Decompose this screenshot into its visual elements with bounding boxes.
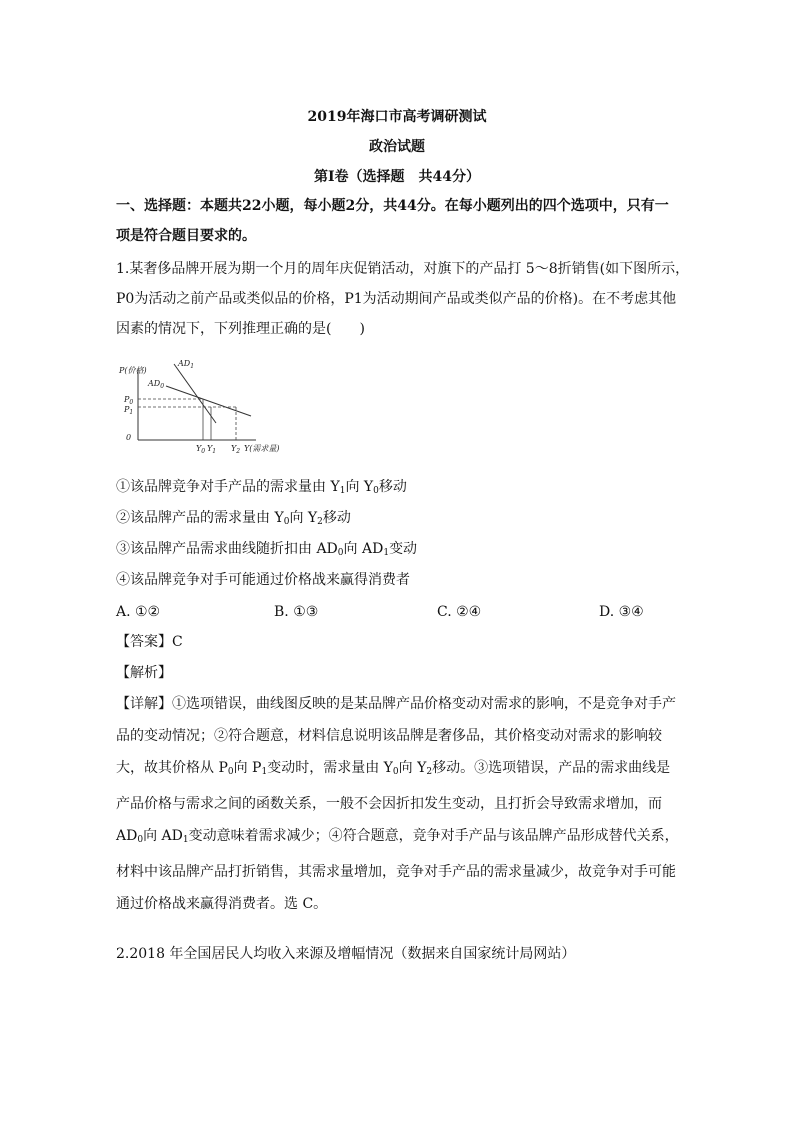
answer-line: 【答案】C bbox=[116, 634, 183, 650]
option-c: C. ②④ bbox=[437, 604, 482, 620]
analysis-label: 【解析】 bbox=[116, 665, 172, 681]
label-y1: $Y_1$ bbox=[207, 444, 217, 455]
graph-ylabel: P(价格) bbox=[119, 366, 147, 375]
statement-2: ②该品牌产品的需求量由 $Y_0$向 $Y_2$移动 bbox=[116, 510, 351, 527]
exam-subtitle: 政治试题 bbox=[369, 139, 425, 155]
detailed-explanation: 【详解】①选项错误，曲线图反映的是某品牌产品价格变动对需求的影响，不是竞争对手产品的变动情况；②符合题意，材料信息说明该品牌是奢侈品，其价格变动对需求的影响较大，故其价格从 $P_0$向 $P_1$变动时，需求量由 $Y_0$向 $Y_2$移动。③选项错误，产品的需求曲线是产品价格与需求之间的函数关系，一般不会因折扣发生变动，且打折会导致需求增加，而 $AD_0$向 $AD_1$变动意味着需求减少；④符合题意，竞争对手产品与该品牌产品形成替代关系，材料中该品牌产品打折销售，其需求量增加，竞争对手产品的需求量减少，故竞争对手可能通过价格战来赢得消费者。选 C。 bbox=[116, 696, 679, 912]
label-p0: $P_0$ bbox=[124, 395, 134, 406]
statement-3: ③该品牌产品需求曲线随折扣由 $AD_0$向 $AD_1$变动 bbox=[116, 541, 418, 558]
graph-xlabel: Y(需求量) bbox=[244, 444, 280, 453]
option-b: B. ①③ bbox=[274, 604, 319, 620]
q1-stem-line-1: 1.某奢侈品牌开展为期一个月的周年庆促销活动，对旗下的产品打 5～8折销售(如下图所示， bbox=[116, 261, 690, 277]
instructions-line-1: 一、选择题：本题共22小题，每小题2分，共44分。在每小题列出的四个选项中，只有一 bbox=[116, 198, 669, 214]
q1-stem-line-3: 因素的情况下，下列推理正确的是( ) bbox=[116, 321, 365, 337]
section-heading: 第Ⅰ卷（选择题 共44分） bbox=[313, 169, 481, 185]
label-y0: $Y_0$ bbox=[196, 444, 206, 455]
label-y2: $Y_2$ bbox=[231, 444, 241, 455]
q1-stem-line-2: P0为活动之前产品或类似品的价格，P1为活动期间产品或类似产品的价格)。在不考虑其他 bbox=[116, 291, 677, 307]
ad1-curve bbox=[174, 364, 216, 423]
instructions-line-2: 项是符合题目要求的。 bbox=[116, 228, 256, 244]
demand-curve-figure bbox=[116, 358, 288, 458]
option-a: A. ①② bbox=[116, 604, 161, 620]
demand-curve-svg bbox=[116, 358, 288, 458]
exam-title: 2019年海口市高考调研测试 bbox=[307, 109, 487, 125]
statement-4: ④该品牌竞争对手可能通过价格战来赢得消费者 bbox=[116, 572, 410, 588]
label-p1: $P_1$ bbox=[124, 405, 134, 416]
label-origin: 0 bbox=[126, 433, 132, 442]
label-ad1: $AD_1$ bbox=[178, 359, 195, 370]
ad0-curve bbox=[166, 386, 251, 416]
label-ad0: $AD_0$ bbox=[148, 379, 165, 390]
q2-stem: 2.2018 年全国居民人均收入来源及增幅情况（数据来自国家统计局网站） bbox=[116, 946, 576, 962]
option-d: D. ③④ bbox=[599, 604, 644, 620]
statement-1: ①该品牌竞争对手产品的需求量由 $Y_1$向 $Y_0$移动 bbox=[116, 479, 407, 496]
